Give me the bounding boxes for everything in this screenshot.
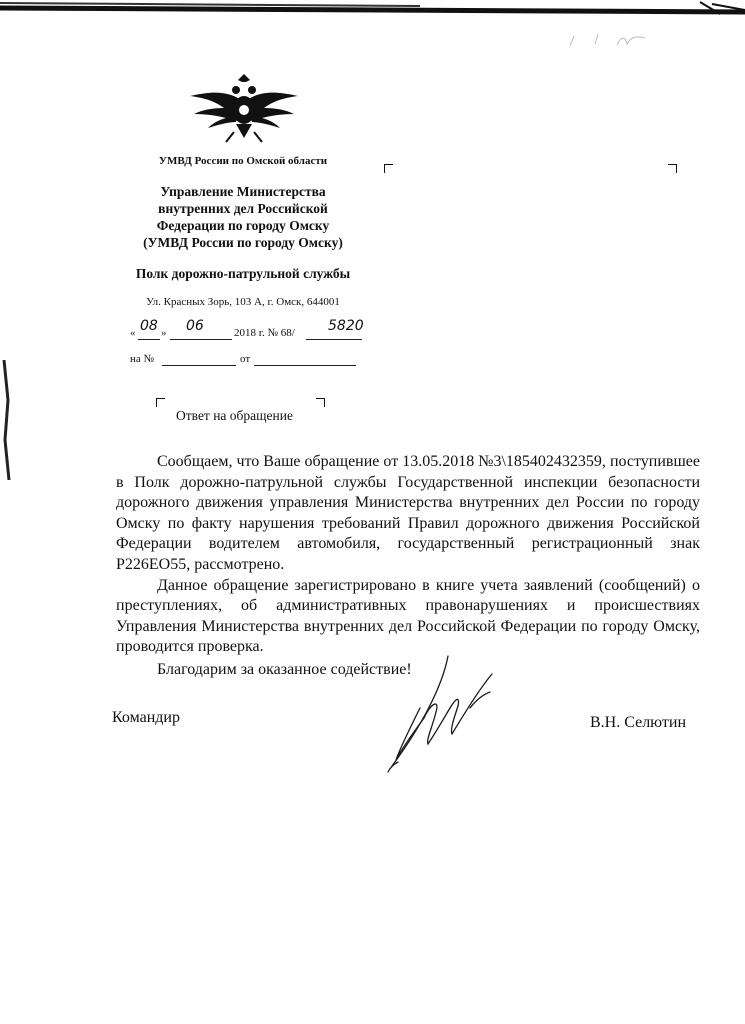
address-corner-mark [384,164,393,173]
body-paragraph: Благодарим за оказанное содействие! [157,660,412,678]
number-underline [306,339,362,340]
double-headed-eagle-emblem [186,72,302,146]
registration-line [130,320,370,342]
signatory-title: Командир [112,709,180,726]
letter-body [116,452,700,681]
body-paragraph: Данное обращение зарегистрировано в книге учета заявлений (сообщений) о преступлениях, об административных правонарушениях и происшествиях Управления Министерства внутренних дел Российской Федерации по городу Омску, проводится проверка. [116,576,700,656]
handwritten-signature [380,648,510,776]
address-corner-mark [668,164,677,173]
subject-corner-mark [156,398,165,407]
pencil-mark [565,30,655,50]
quote-close: » [161,327,167,339]
letter-subject: Ответ на обращение [176,408,293,423]
agency-short-name: УМВД России по Омской области [158,155,328,167]
registration-day: 08 [140,318,158,334]
scan-edge-artifact [0,0,745,16]
registration-number: 5820 [328,318,364,334]
agency-line-1: Управление Министерства [160,184,326,199]
reference-date-blank [254,365,356,366]
unit-name: Полк дорожно-патрульной службы [135,266,351,281]
registration-year-prefix: 2018 г. № 68/ [234,327,295,339]
reference-date-label: от [240,353,251,365]
month-underline [170,339,232,340]
agency-line-4: (УМВД России по городу Омску) [143,235,343,250]
day-underline [138,339,160,340]
agency-line-2: внутренних дел Российской [158,201,328,216]
agency-address: Ул. Красных Зорь, 103 А, г. Омск, 644001 [146,296,340,308]
quote-open: « [130,327,136,339]
signatory-name: В.Н. Селютин [590,714,687,731]
registration-month: 06 [186,318,204,334]
scan-margin-artifact [0,360,14,480]
reference-line [130,349,360,367]
agency-full-name [110,183,376,251]
reference-number-blank [162,365,236,366]
body-paragraph: Сообщаем, что Ваше обращение от 13.05.2018 №3\185402432359, поступившее в Полк дорожно-патрульной службы Государственной инспекции безопасности дорожного движения управления Министерства внутренних дел России по городу Омску по факту нарушения требований Правил дорожного движения Российской Федерации водителем автомобиля, государственный регистрационный знак Р226ЕО55, рассмотрено. [116,453,700,573]
subject-corner-mark [316,398,325,407]
agency-line-3: Федерации по городу Омску [156,218,330,233]
reference-number-label: на № [130,353,155,365]
